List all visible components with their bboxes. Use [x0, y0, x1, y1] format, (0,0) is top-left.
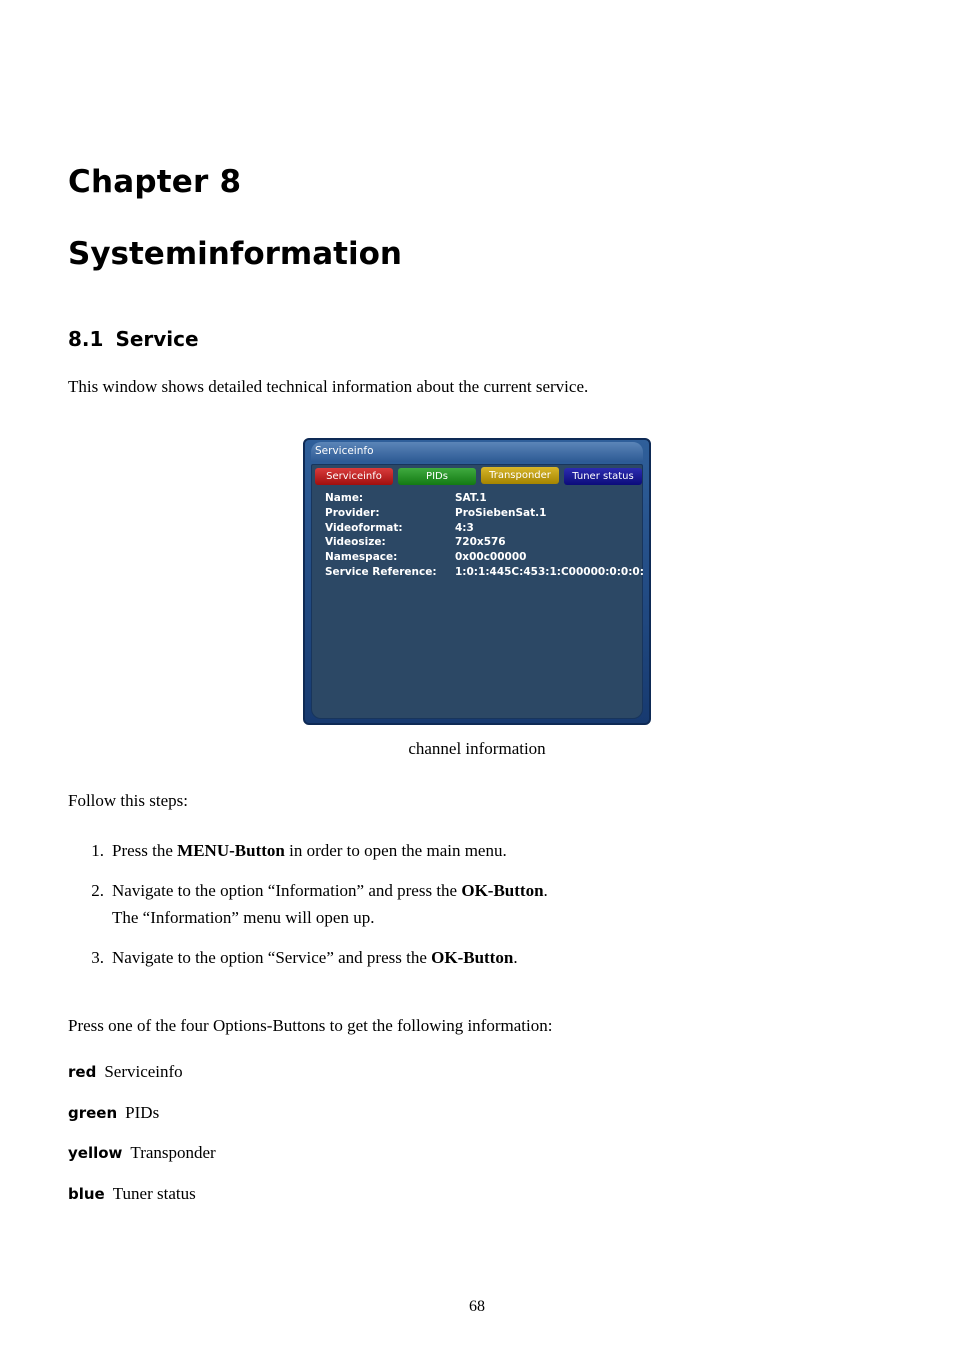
- info-value: ProSiebenSat.1: [455, 506, 547, 519]
- step-number: 2.: [91, 881, 104, 900]
- chapter-label: Chapter 8: [68, 164, 242, 200]
- tab-pids[interactable]: PIDs: [398, 468, 476, 485]
- step-text: Press the: [112, 841, 178, 860]
- option-value: Serviceinfo: [104, 1062, 183, 1081]
- option-key: green: [68, 1104, 118, 1122]
- section-heading: [68, 327, 199, 351]
- option-key: blue: [68, 1185, 105, 1203]
- step-button-name: OK-Button: [461, 881, 544, 900]
- tab-tuner-status[interactable]: Tuner status: [564, 468, 642, 485]
- option-green: [68, 1103, 159, 1123]
- steps-intro: Follow this steps:: [68, 791, 188, 810]
- info-key: Videosize:: [325, 536, 386, 549]
- info-value: 0x00c00000: [455, 551, 527, 564]
- step-text: in order to open the main menu.: [284, 841, 507, 860]
- info-key: Namespace:: [325, 551, 398, 564]
- info-value: 1:0:1:445C:453:1:C00000:0:0:0:: [455, 565, 644, 578]
- section-title: Service: [115, 327, 199, 351]
- option-value: PIDs: [125, 1103, 160, 1122]
- info-value: 4:3: [455, 521, 474, 534]
- option-blue: [68, 1184, 196, 1204]
- step-text: .: [513, 948, 518, 967]
- step-button-name: MENU-Button: [177, 841, 285, 860]
- page-number: 68: [469, 1298, 485, 1315]
- option-value: Transponder: [130, 1143, 216, 1162]
- tab-transponder[interactable]: Transponder: [481, 467, 559, 484]
- step-text: Navigate to the option “Service” and press the: [112, 948, 432, 967]
- tab-serviceinfo[interactable]: Serviceinfo: [315, 468, 393, 485]
- option-yellow: [68, 1143, 216, 1163]
- step-number: 1.: [91, 841, 104, 860]
- buttons-intro: Press one of the four Options-Buttons to get the following information:: [68, 1016, 553, 1035]
- figure-caption: channel information: [408, 739, 546, 758]
- step-item: [88, 837, 548, 864]
- info-key: Service Reference:: [325, 565, 437, 578]
- option-key: red: [68, 1063, 97, 1081]
- info-value: SAT.1: [455, 492, 487, 504]
- step-text-continued: The “Information” menu will open up.: [112, 908, 375, 927]
- chapter-title: Systeminformation: [68, 236, 402, 272]
- step-number: 3.: [91, 948, 104, 967]
- step-item: [88, 877, 548, 931]
- step-text: Navigate to the option “Information” and press the: [112, 881, 462, 900]
- window-title: Serviceinfo: [315, 445, 374, 457]
- section-number: 8.1: [68, 327, 104, 351]
- intro-paragraph: This window shows detailed technical information about the current service.: [68, 377, 589, 396]
- step-text: .: [543, 881, 548, 900]
- option-key: yellow: [68, 1144, 123, 1162]
- info-key: Videoformat:: [325, 521, 403, 534]
- option-red: [68, 1062, 183, 1082]
- info-key: Provider:: [325, 506, 380, 519]
- option-value: Tuner status: [112, 1184, 196, 1203]
- step-button-name: OK-Button: [431, 948, 514, 967]
- step-item: [88, 944, 548, 971]
- info-key: Name:: [325, 492, 364, 504]
- serviceinfo-screenshot: [303, 438, 651, 725]
- info-value: 720x576: [455, 536, 506, 549]
- steps-list: [88, 837, 548, 984]
